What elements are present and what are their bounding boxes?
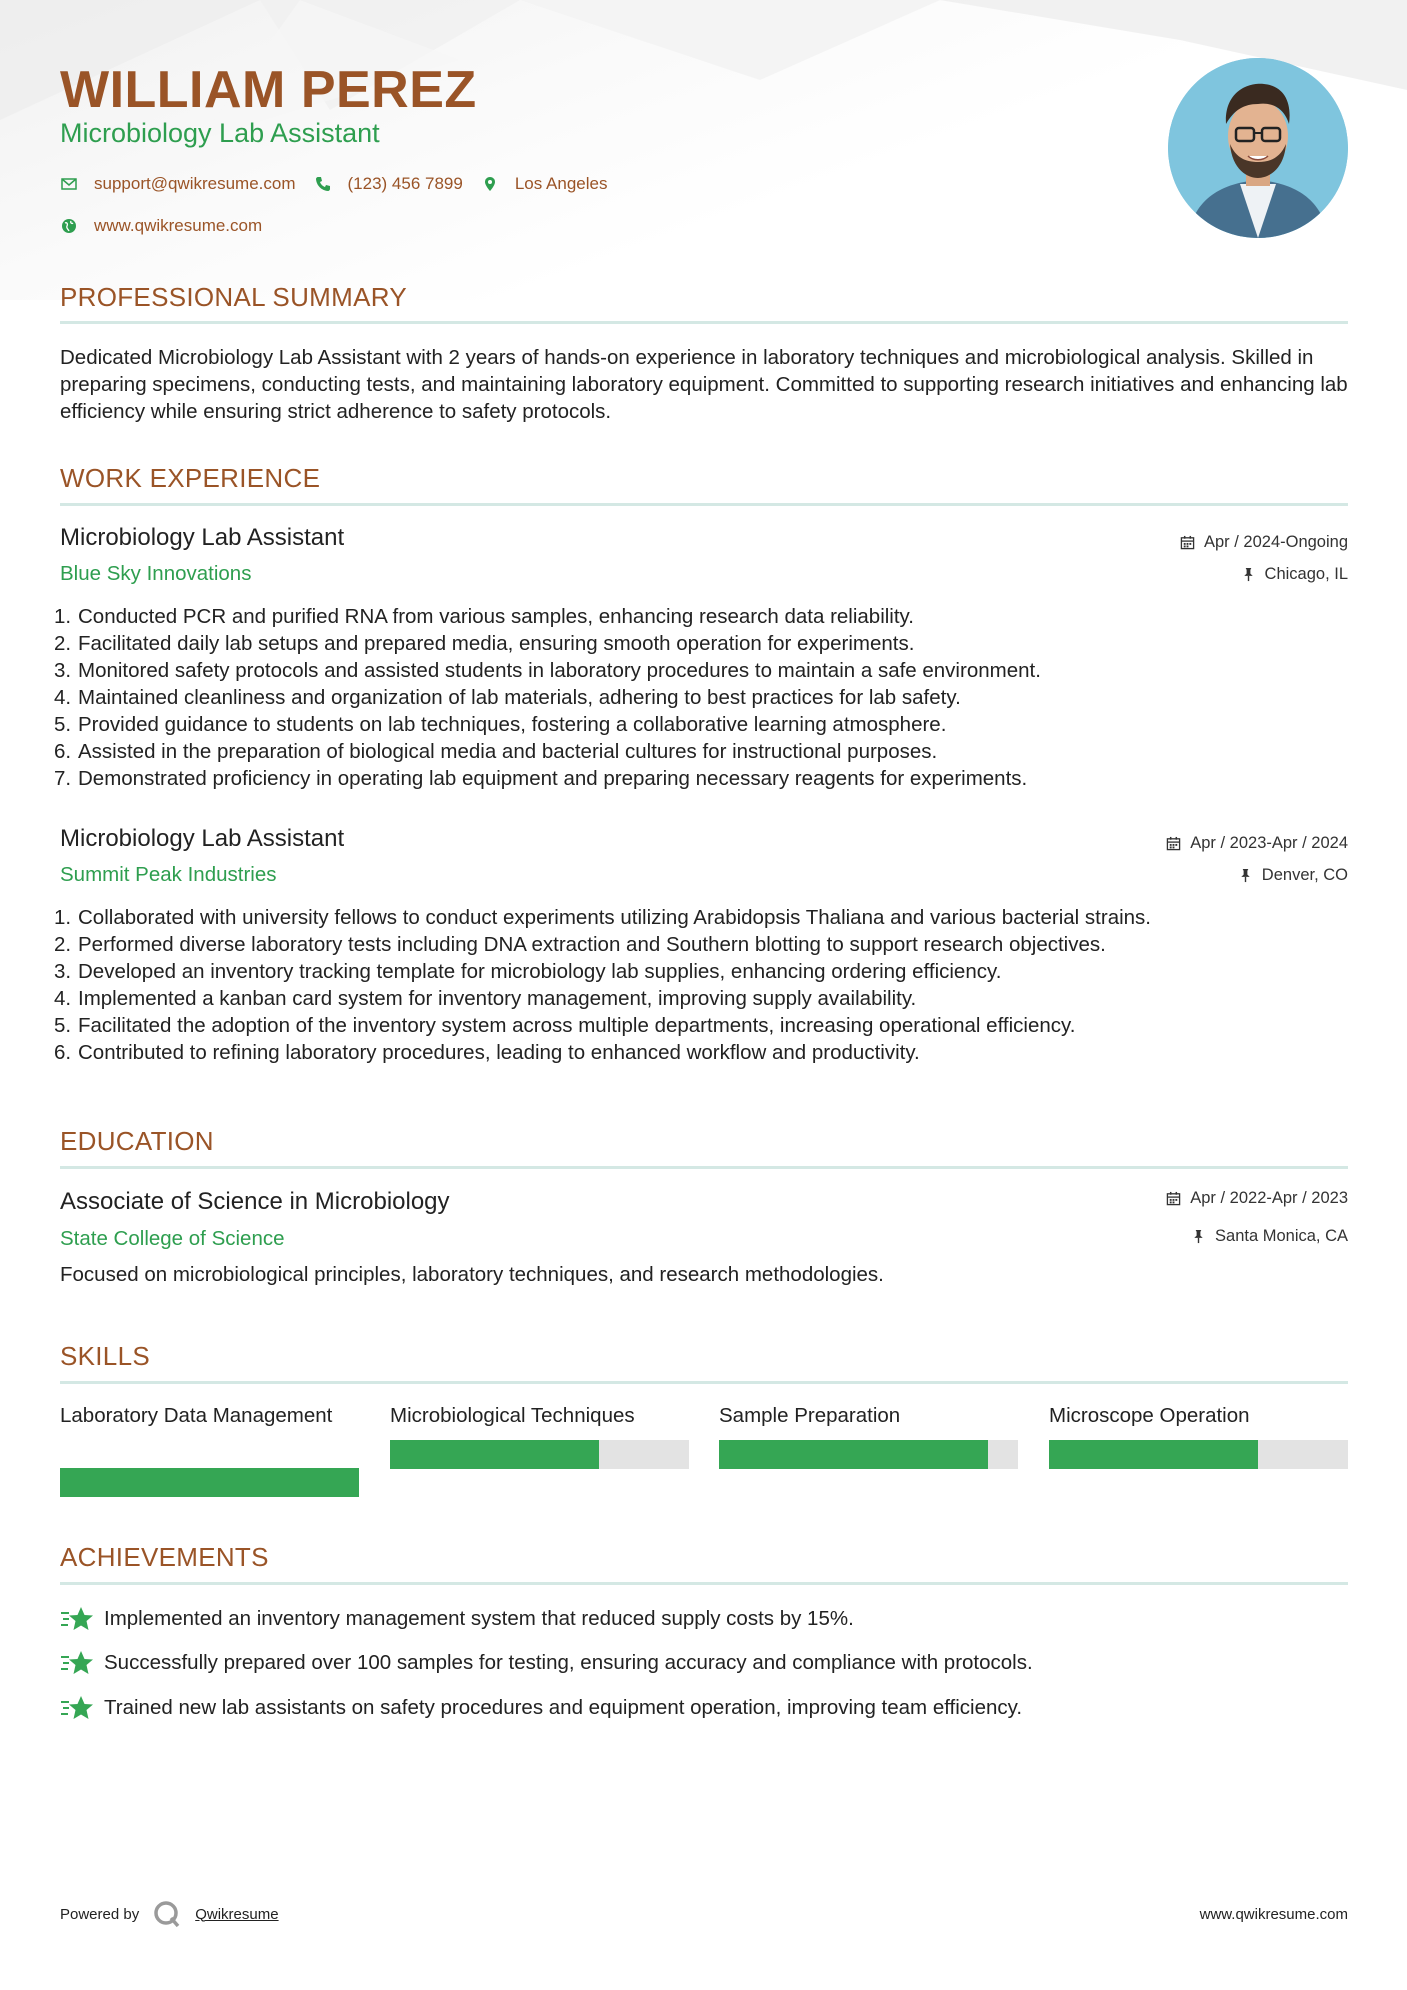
achievement-item <box>60 1693 1022 1723</box>
location-text: Los Angeles <box>514 174 608 193</box>
skill-bar-fill <box>719 1440 988 1469</box>
star-achievement-icon <box>60 1648 94 1678</box>
list-item: 7. Demonstrated proficiency in operating lab equipment and preparing necessary reagents for experiments. <box>54 767 1028 790</box>
footer-website[interactable]: www.qwikresume.com <box>1199 1906 1348 1923</box>
skills-heading: SKILLS <box>60 1341 150 1371</box>
education-description: Focused on microbiological principles, laboratory techniques, and research methodologies. <box>60 1263 884 1286</box>
skill-bar <box>1049 1440 1348 1469</box>
phone-icon <box>314 175 332 193</box>
job-location-text: Denver, CO <box>1261 866 1348 884</box>
achievement-text: Trained new lab assistants on safety procedures and equipment operation, improving team efficiency. <box>104 1696 1023 1719</box>
calendar-icon <box>1166 1191 1182 1207</box>
candidate-role: Microbiology Lab Assistant <box>60 118 380 148</box>
job-location-text: Chicago, IL <box>1264 565 1348 583</box>
company-name: Blue Sky Innovations <box>60 562 252 585</box>
education-dates <box>1166 1189 1348 1208</box>
skill-bar-fill <box>390 1440 599 1469</box>
phone-text: (123) 456 7899 <box>347 174 463 193</box>
globe-icon <box>60 217 78 235</box>
skill-bar-fill <box>1049 1440 1258 1469</box>
qwikresume-link[interactable]: Qwikresume <box>195 1905 279 1923</box>
list-item: 2. Facilitated daily lab setups and prepared media, ensuring smooth operation for experiments. <box>54 632 915 655</box>
list-item: 6. Contributed to refining laboratory procedures, leading to enhanced workflow and productivity. <box>54 1041 920 1064</box>
calendar-icon <box>1180 535 1196 551</box>
job-dates-text: Apr / 2023-Apr / 2024 <box>1190 834 1348 852</box>
skill-label: Sample Preparation <box>719 1404 901 1427</box>
list-item: 5. Facilitated the adoption of the inventory system across multiple departments, increasing operational efficiency. <box>54 1014 1076 1037</box>
skill-label: Laboratory Data Management <box>60 1404 333 1427</box>
skill-bar <box>60 1468 359 1497</box>
list-item: 3. Developed an inventory tracking template for microbiology lab supplies, enhancing ordering efficiency. <box>54 960 1002 983</box>
achievement-item <box>60 1604 854 1634</box>
envelope-icon <box>60 175 78 193</box>
powered-by-label: Powered by <box>60 1905 140 1923</box>
education-location <box>1191 1227 1348 1246</box>
pushpin-icon <box>1238 868 1254 884</box>
profile-photo <box>1168 58 1348 238</box>
contact-row-primary <box>60 174 625 194</box>
skill-bar <box>719 1440 1018 1469</box>
summary-heading: PROFESSIONAL SUMMARY <box>60 282 407 312</box>
list-item: 1. Collaborated with university fellows to conduct experiments utilizing Arabidopsis Thaliana and various bacterial strains. <box>54 906 1152 929</box>
skill-bar <box>390 1440 689 1469</box>
pushpin-icon <box>1191 1229 1207 1245</box>
pushpin-icon <box>1241 567 1257 583</box>
job-dates <box>1166 834 1348 853</box>
education-divider <box>60 1166 1348 1169</box>
skill-item <box>719 1402 1018 1429</box>
skill-item <box>390 1402 689 1429</box>
star-achievement-icon <box>60 1604 94 1634</box>
email-text: support@qwikresume.com <box>94 174 296 193</box>
list-item: 4. Maintained cleanliness and organization of lab materials, adhering to best practices for lab safety. <box>54 686 961 709</box>
job-dates-text: Apr / 2024-Ongoing <box>1203 533 1348 551</box>
list-item: 2. Performed diverse laboratory tests including DNA extraction and Southern blotting to support research objectives. <box>54 933 1106 956</box>
qwikresume-logo-icon <box>153 1900 181 1928</box>
skill-item <box>1049 1402 1348 1429</box>
website-text: www.qwikresume.com <box>94 216 263 235</box>
candidate-name: WILLIAM PEREZ <box>60 61 477 119</box>
skill-bar-fill <box>60 1468 359 1497</box>
list-item: 4. Implemented a kanban card system for inventory management, improving supply availability. <box>54 987 917 1010</box>
job-location <box>1238 866 1348 885</box>
school-name: State College of Science <box>60 1227 285 1250</box>
summary-divider <box>60 321 1348 324</box>
job-title: Microbiology Lab Assistant <box>60 825 345 852</box>
achievements-divider <box>60 1582 1348 1585</box>
contact-location <box>481 174 608 194</box>
job-bullets <box>54 904 1360 1066</box>
achievement-text: Successfully prepared over 100 samples for testing, ensuring accuracy and compliance with protocols. <box>104 1651 1033 1674</box>
achievement-item <box>60 1648 1033 1678</box>
job-dates <box>1180 533 1348 552</box>
skill-label: Microbiological Techniques <box>390 1404 635 1427</box>
list-item: 3. Monitored safety protocols and assisted students in laboratory procedures to maintain a safe environment. <box>54 659 1041 682</box>
job-location <box>1241 565 1348 584</box>
list-item: 1. Conducted PCR and purified RNA from various samples, enhancing research data reliability. <box>54 605 914 628</box>
skills-divider <box>60 1381 1348 1384</box>
job-title: Microbiology Lab Assistant <box>60 524 345 551</box>
calendar-icon <box>1166 836 1182 852</box>
company-name: Summit Peak Industries <box>60 863 277 886</box>
experience-divider <box>60 503 1348 506</box>
contact-email[interactable] <box>60 174 296 194</box>
contact-row-secondary <box>60 216 280 236</box>
contact-website[interactable] <box>60 216 262 236</box>
achievements-heading: ACHIEVEMENTS <box>60 1542 269 1572</box>
skill-item <box>60 1402 359 1429</box>
experience-heading: WORK EXPERIENCE <box>60 463 321 493</box>
degree-title: Associate of Science in Microbiology <box>60 1188 450 1215</box>
list-item: 6. Assisted in the preparation of biological media and bacterial cultures for instructional purposes. <box>54 740 938 763</box>
job-bullets <box>54 603 1360 792</box>
skill-label: Microscope Operation <box>1049 1404 1250 1427</box>
list-item: 5. Provided guidance to students on lab techniques, fostering a collaborative learning atmosphere. <box>54 713 947 736</box>
footer-powered-by <box>60 1900 279 1928</box>
contact-phone[interactable] <box>314 174 463 194</box>
summary-text: Dedicated Microbiology Lab Assistant with 2 years of hands-on experience in laboratory techniques and microbiological analysis. Skilled in preparing specimens, conducting tests, and maintaining laboratory equipment. Committed to supporting research initiatives and enhancing lab efficiency while ensuring strict adherence to safety protocols. <box>60 346 1348 423</box>
education-heading: EDUCATION <box>60 1126 214 1156</box>
education-location-text: Santa Monica, CA <box>1215 1227 1348 1245</box>
achievement-text: Implemented an inventory management system that reduced supply costs by 15%. <box>104 1607 854 1630</box>
map-pin-icon <box>481 175 499 193</box>
star-achievement-icon <box>60 1693 94 1723</box>
education-dates-text: Apr / 2022-Apr / 2023 <box>1190 1189 1348 1207</box>
